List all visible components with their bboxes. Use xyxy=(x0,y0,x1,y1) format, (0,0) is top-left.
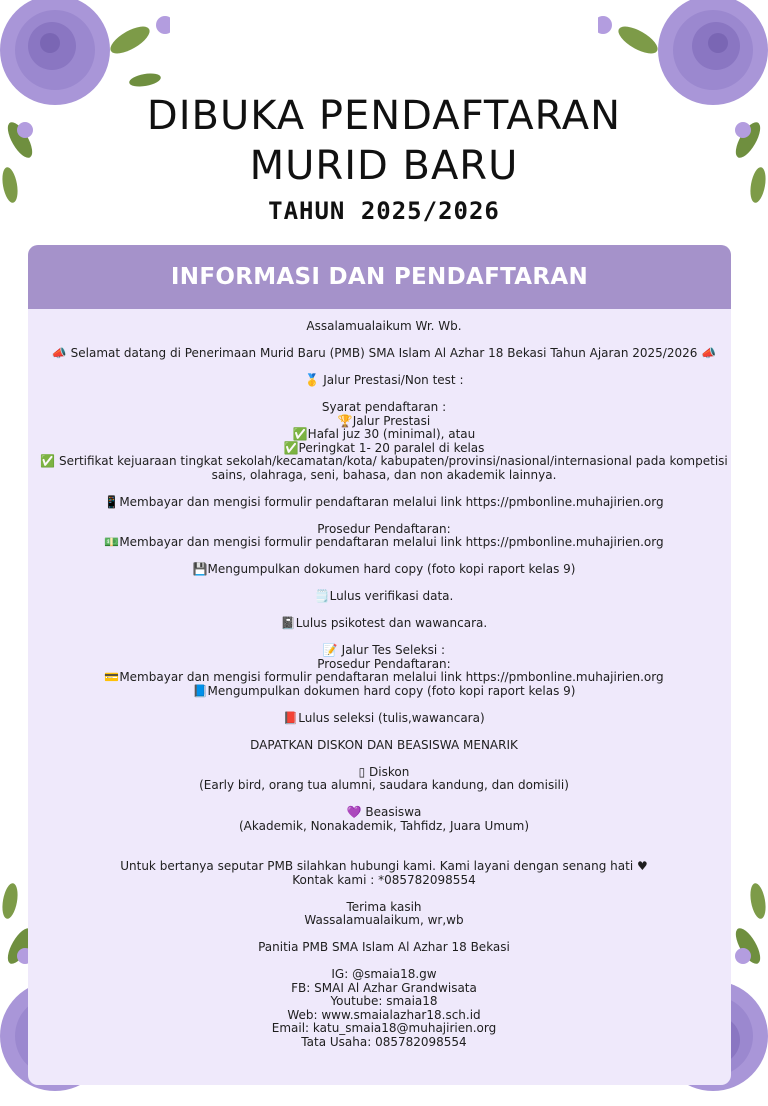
headline-year: TAHUN 2025/2026 xyxy=(268,197,500,225)
kumpul-item-2: 📘Mengumpulkan dokumen hard copy (foto kopi raport kelas 9) xyxy=(192,683,576,698)
bayar-item-2: 💵Membayar dan mengisi formulir pendaftaran melalui link https://pmbonline.muhajirien.org xyxy=(104,535,664,549)
panitia-text: Panitia PMB SMA Islam Al Azhar 18 Bekasi xyxy=(258,940,510,954)
seleksi-item: 📕Lulus seleksi (tulis,wawancara) xyxy=(283,710,485,725)
youtube-text: Youtube: smaia18 xyxy=(330,994,438,1008)
diskon-item: ▯ Diskon xyxy=(358,764,410,779)
instagram-text: IG: @smaia18.gw xyxy=(331,967,437,981)
jalur-prestasi-heading: 🥇 Jalur Prestasi/Non test : xyxy=(304,373,464,387)
bayar-item-3: 💳Membayar dan mengisi formulir pendaftaran melalui link https://pmbonline.muhajirien.org xyxy=(104,670,664,684)
syarat-heading: Syarat pendaftaran : xyxy=(321,400,447,414)
diskon-heading: DAPATKAN DISKON DAN BEASISWA MENARIK xyxy=(250,737,518,752)
hafal-item: ✅Hafal juz 30 (minimal), atau xyxy=(292,427,476,441)
facebook-text: FB: SMAI Al Azhar Grandwisata xyxy=(291,980,477,995)
prosedur-heading-1: Prosedur Pendaftaran: xyxy=(317,521,451,536)
web-text: Web: www.smaialazhar18.sch.id xyxy=(287,1007,481,1022)
salam-penutup: Wassalamualaikum, wr,wb xyxy=(304,913,464,927)
tata-usaha-text: Tata Usaha: 085782098554 xyxy=(301,1034,467,1049)
tanya-text: Untuk bertanya seputar PMB silahkan hubungi kami. Kami layani dengan senang hati ♥ xyxy=(120,859,648,873)
verifikasi-item: 🗒️Lulus verifikasi data. xyxy=(314,589,454,603)
prosedur-heading-2: Prosedur Pendaftaran: xyxy=(317,656,451,671)
welcome-text: 📣 Selamat datang di Penerimaan Murid Baru (PMB) SMA Islam Al Azhar 18 Bekasi Tahun Ajaran 2025/2026 📣 xyxy=(51,346,717,360)
card-title: INFORMASI DAN PENDAFTARAN xyxy=(28,245,731,309)
sertifikat-item-1: ✅ Sertifikat kejuaraan tingkat sekolah/kecamatan/kota/ kabupaten/provinsi/nasional/internasional pada kompetisi xyxy=(40,454,728,468)
beasiswa-detail: (Akademik, Nonakademik, Tahfidz, Juara Umum) xyxy=(238,818,529,833)
diskon-detail: (Early bird, orang tua alumni, saudara kandung, dan domisili) xyxy=(199,778,569,792)
purple-rose-icon xyxy=(0,0,110,105)
kumpul-item-1: 💾Mengumpulkan dokumen hard copy (foto kopi raport kelas 9) xyxy=(192,562,576,576)
psikotest-item: 📓Lulus psikotest dan wawancara. xyxy=(280,616,488,630)
kontak-text: Kontak kami : *085782098554 xyxy=(292,872,476,887)
terima-kasih: Terima kasih xyxy=(346,899,422,914)
sertifikat-item-2: sains, olahraga, seni, bahasa, dan non akademik lainnya. xyxy=(211,467,557,482)
bayar-item-1: 📱Membayar dan mengisi formulir pendaftaran melalui link https://pmbonline.muhajirien.org xyxy=(104,494,664,509)
beasiswa-item: 💜 Beasiswa xyxy=(346,805,422,819)
peringkat-item: ✅Peringkat 1- 20 paralel di kelas xyxy=(283,440,485,455)
card-body xyxy=(0,320,768,1049)
email-text: Email: katu_smaia18@muhajirien.org xyxy=(271,1021,497,1035)
headline-line-2: MURID BARU xyxy=(249,143,519,189)
sub-prestasi: 🏆Jalur Prestasi xyxy=(337,413,431,428)
greeting: Assalamualaikum Wr. Wb. xyxy=(306,319,462,333)
headline-line-1: DIBUKA PENDAFTARAN xyxy=(146,93,622,139)
jalur-tes-heading: 📝 Jalur Tes Seleksi : xyxy=(322,643,446,657)
